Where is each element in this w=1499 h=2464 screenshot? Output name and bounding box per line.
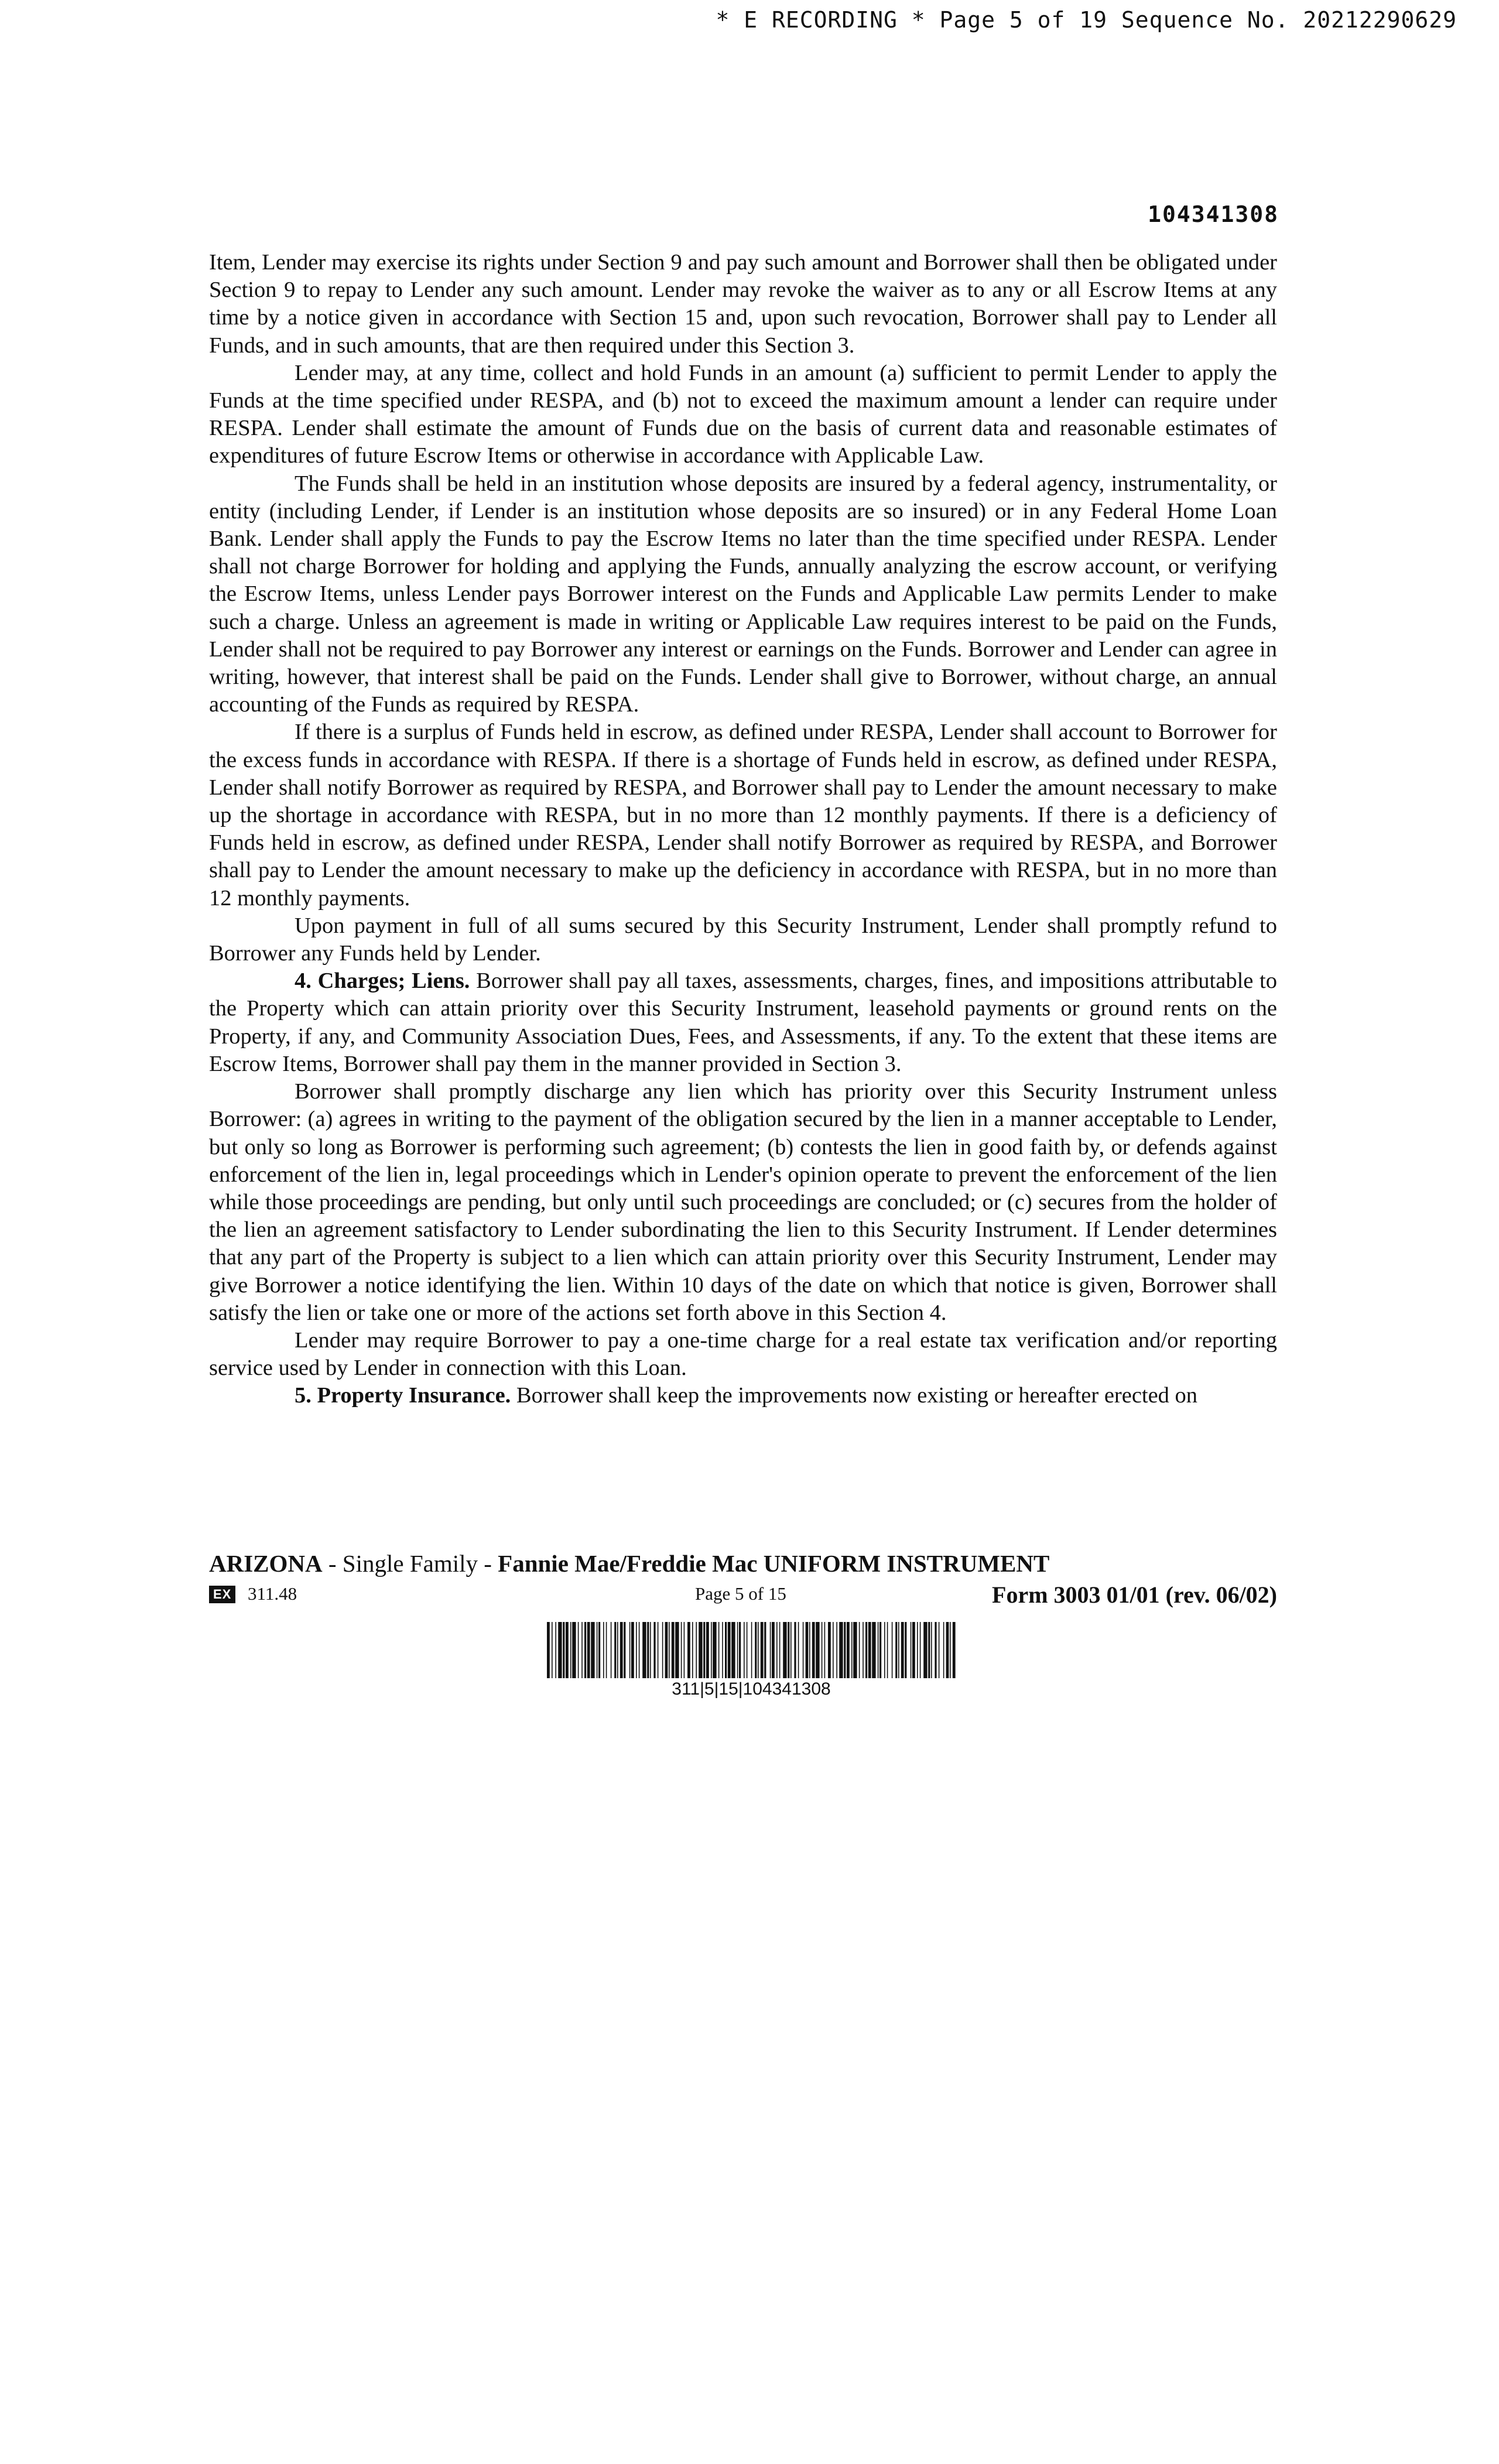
barcode-bar — [639, 1622, 640, 1678]
barcode-bar — [692, 1622, 693, 1678]
barcode-bar — [547, 1622, 550, 1678]
barcode-bar — [725, 1622, 727, 1678]
barcode-bar — [555, 1622, 556, 1678]
barcode-bar — [898, 1622, 899, 1678]
barcode-bar — [699, 1622, 702, 1678]
barcode-bar — [747, 1622, 748, 1678]
barcode-bar — [917, 1622, 918, 1678]
barcode-bar — [764, 1622, 766, 1678]
barcode-bar — [566, 1622, 569, 1678]
barcode-bar — [884, 1622, 885, 1678]
barcode-bar — [672, 1622, 675, 1678]
barcode-bar — [558, 1622, 562, 1678]
barcode-bar — [563, 1622, 564, 1678]
barcode-bar — [911, 1622, 912, 1678]
barcode-bar — [809, 1622, 810, 1678]
barcode-bar — [806, 1622, 809, 1678]
barcode-bar — [803, 1622, 804, 1678]
barcode-bar — [828, 1622, 831, 1678]
section-5-heading: 5. Property Insurance. — [295, 1383, 511, 1408]
barcode-bar — [836, 1622, 837, 1678]
barcode-bar — [611, 1622, 612, 1678]
barcode — [546, 1622, 957, 1678]
barcode-bar — [636, 1622, 637, 1678]
paragraph: If there is a surplus of Funds held in escrow, as defined under RESPA, Lender shall account to Borrower for the excess funds in accordance with RESPA. If there is a shortage of Funds held in escrow, as defined under RESPA, Lender shall notify Borrower as required by RESPA, and Borrower shall pay to Lender the amount necessary to make up the shortage in accordance with RESPA, but in no more than 12 monthly payments. If there is a deficiency of Funds held in escrow, as defined under RESPA, Lender shall notify Borrower as required by RESPA, and Borrower shall pay to Lender the amount necessary to make up the deficiency in accordance with RESPA, but in no more than 12 monthly payments. — [209, 720, 1277, 911]
barcode-bar — [794, 1622, 796, 1678]
barcode-bar — [587, 1622, 590, 1678]
barcode-bar — [662, 1622, 663, 1678]
barcode-bar — [751, 1622, 752, 1678]
barcode-bar — [642, 1622, 646, 1678]
barcode-bar — [572, 1622, 576, 1678]
barcode-bar — [788, 1622, 789, 1678]
barcode-bar — [833, 1622, 834, 1678]
barcode-bar — [879, 1622, 881, 1678]
barcode-bar — [603, 1622, 604, 1678]
barcode-text: 311|5|15|104341308 — [672, 1679, 831, 1699]
barcode-bar — [570, 1622, 571, 1678]
barcode-bar — [737, 1622, 738, 1678]
section-5-text: Borrower shall keep the improvements now existing or hereafter erected on — [516, 1383, 1198, 1408]
barcode-bar — [731, 1622, 735, 1678]
ex-logo-icon: EX — [209, 1586, 235, 1603]
barcode-bar — [614, 1622, 616, 1678]
barcode-bar — [939, 1622, 940, 1678]
barcode-bar — [681, 1622, 682, 1678]
form-code: 311.48 — [248, 1583, 297, 1604]
footer-family: - Single Family - — [322, 1550, 498, 1577]
barcode-bar — [581, 1622, 583, 1678]
barcode-bar — [928, 1622, 930, 1678]
barcode-bar — [624, 1622, 625, 1678]
document-body — [209, 249, 1277, 1410]
section-5-paragraph — [209, 1382, 1277, 1409]
barcode-bar — [650, 1622, 651, 1678]
barcode-bar — [931, 1622, 932, 1678]
recording-header: * E RECORDING * Page 5 of 19 Sequence No. 20212290629 — [716, 7, 1457, 33]
barcode-bar — [887, 1622, 888, 1678]
barcode-bar — [776, 1622, 778, 1678]
barcode-bar — [711, 1622, 712, 1678]
section-4-heading: 4. Charges; Liens. — [295, 969, 470, 994]
paragraph: Upon payment in full of all sums secured by this Security Instrument, Lender shall promptly refund to Borrower any Funds held by Lender. — [209, 913, 1277, 966]
barcode-bar — [905, 1622, 906, 1678]
barcode-bar — [758, 1622, 759, 1678]
barcode-bar — [770, 1622, 771, 1678]
barcode-bar — [722, 1622, 723, 1678]
barcode-bar — [703, 1622, 705, 1678]
barcode-bar — [847, 1622, 850, 1678]
barcode-bar — [824, 1622, 826, 1678]
barcode-bar — [718, 1622, 720, 1678]
barcode-bar — [696, 1622, 697, 1678]
barcode-bar — [853, 1622, 857, 1678]
barcode-bar — [653, 1622, 655, 1678]
barcode-bar — [687, 1622, 690, 1678]
footer-instrument: Fannie Mae/Freddie Mac UNIFORM INSTRUMENT — [498, 1550, 1050, 1577]
barcode-bar — [950, 1622, 951, 1678]
barcode-bar — [620, 1622, 623, 1678]
barcode-bar — [772, 1622, 775, 1678]
footer-state: ARIZONA — [209, 1550, 323, 1577]
footer-title — [209, 1549, 1277, 1577]
barcode-bar — [684, 1622, 685, 1678]
barcode-bar — [552, 1622, 553, 1678]
barcode-bar — [912, 1622, 915, 1678]
paragraph: Lender may require Borrower to pay a one-time charge for a real estate tax verification and/or reporting service used by Lender in connection with this Loan. — [209, 1327, 1277, 1381]
barcode-bar — [946, 1622, 949, 1678]
barcode-bar — [744, 1622, 745, 1678]
barcode-bar — [578, 1622, 579, 1678]
barcode-bar — [935, 1622, 936, 1678]
barcode-bar — [783, 1622, 786, 1678]
loan-number: 104341308 — [1148, 201, 1279, 227]
barcode-bar — [920, 1622, 921, 1678]
barcode-bar — [895, 1622, 897, 1678]
barcode-bar — [629, 1622, 631, 1678]
barcode-bar — [859, 1622, 860, 1678]
barcode-bar — [878, 1622, 879, 1678]
barcode-bar — [844, 1622, 846, 1678]
barcode-bar — [631, 1622, 634, 1678]
barcode-bar — [728, 1622, 731, 1678]
barcode-bar — [892, 1622, 893, 1678]
barcode-bar — [713, 1622, 716, 1678]
barcode-bar — [584, 1622, 586, 1678]
barcode-bar — [598, 1622, 600, 1678]
section-4-paragraph — [209, 967, 1277, 1078]
page-number: Page 5 of 15 — [695, 1583, 786, 1604]
form-name: Form 3003 01/01 (rev. 06/02) — [992, 1582, 1277, 1608]
barcode-bar — [591, 1622, 594, 1678]
barcode-bar — [865, 1622, 867, 1678]
barcode-bar — [839, 1622, 843, 1678]
barcode-bar — [868, 1622, 871, 1678]
barcode-bar — [675, 1622, 679, 1678]
barcode-bar — [816, 1622, 819, 1678]
barcode-bar — [953, 1622, 956, 1678]
paragraph: The Funds shall be held in an institution whose deposits are insured by a federal agency, instrumentality, or entity (including Lender, if Lender is an institution whose deposits are so insured) or in any Federal Home Loan Bank. Lender shall apply the Funds to pay the Escrow Items no later than the time specified under RESPA. Lender shall not charge Borrower for holding and applying the Funds, annually analyzing the escrow account, or verifying the Escrow Items, unless Lender pays Borrower interest on the Funds and Applicable Law permits Lender to make such a charge. Unless an agreement is made in writing or Applicable Law requires interest to be paid on the Funds, Lender shall not be required to pay Borrower any interest or earnings on the Funds. Borrower and Lender can agree in writing, however, that interest shall be paid on the Funds. Lender shall give to Borrower, without charge, an annual accounting of the Funds as required by RESPA. — [209, 471, 1277, 717]
barcode-bar — [812, 1622, 815, 1678]
barcode-bar — [790, 1622, 792, 1678]
barcode-bar — [863, 1622, 864, 1678]
barcode-bar — [647, 1622, 649, 1678]
barcode-bar — [606, 1622, 607, 1678]
barcode-bar — [901, 1622, 904, 1678]
barcode-bar — [943, 1622, 944, 1678]
paragraph: Item, Lender may exercise its rights under Section 9 and pay such amount and Borrower shall then be obligated under Section 9 to repay to Lender any such amount. Lender may revoke the waiver as to any or all Escrow Items at any time by a notice given in accordance with Section 15 and, upon such revocation, Borrower shall pay to Lender all Funds, and in such amounts, that are then required under this Section 3. — [209, 250, 1277, 358]
barcode-bar — [706, 1622, 709, 1678]
barcode-bar — [755, 1622, 757, 1678]
barcode-bar — [617, 1622, 618, 1678]
barcode-bar — [851, 1622, 853, 1678]
barcode-bar — [779, 1622, 781, 1678]
barcode-bar — [597, 1622, 598, 1678]
barcode-bar — [658, 1622, 659, 1678]
section-4-text: Borrower shall pay all taxes, assessments, charges, fines, and impositions attributable to the Property which can attain priority over this Security Instrument, leasehold payments or ground rents on the Property, if any, and Community Association Dues, Fees, and Assessments, if any. To the extent that these items are Escrow Items, Borrower shall pay them in the manner provided in Section 3. — [209, 969, 1277, 1076]
paragraph: Borrower shall promptly discharge any lien which has priority over this Security Instrument unless Borrower: (a) agrees in writing to the payment of the obligation secured by the lien in a manner acceptable to Lender, but only so long as Borrower is performing such agreement; (b) contests the lien in good faith by, or defends against enforcement of the lien in, legal proceedings which in Lender's opinion operate to prevent the enforcement of the lien while those proceedings are pending, but only until such proceedings are concluded; or (c) secures from the holder of the lien an agreement satisfactory to Lender subordinating the lien to this Security Instrument. If Lender determines that any part of the Property is subject to a lien which can attain priority over this Security Instrument, Lender may give Borrower a notice identifying the lien. Within 10 days of the date on which that notice is given, Borrower shall satisfy the lien or take one or more of the actions set forth above in this Section 4. — [209, 1079, 1277, 1325]
footer-row — [209, 1581, 1277, 1608]
paragraph: Lender may, at any time, collect and hold Funds in an amount (a) sufficient to permit Lender to apply the Funds at the time specified under RESPA, and (b) not to exceed the maximum amount a lender can require under RESPA. Lender shall estimate the amount of Funds due on the basis of current data and reasonable estimates of expenditures of future Escrow Items or otherwise in accordance with Applicable Law. — [209, 360, 1277, 468]
barcode-bar — [798, 1622, 799, 1678]
barcode-bar — [669, 1622, 670, 1678]
barcode-bar — [872, 1622, 875, 1678]
barcode-bar — [923, 1622, 927, 1678]
barcode-bar — [822, 1622, 823, 1678]
barcode-bar — [665, 1622, 668, 1678]
barcode-bar — [761, 1622, 764, 1678]
barcode-bar — [739, 1622, 741, 1678]
